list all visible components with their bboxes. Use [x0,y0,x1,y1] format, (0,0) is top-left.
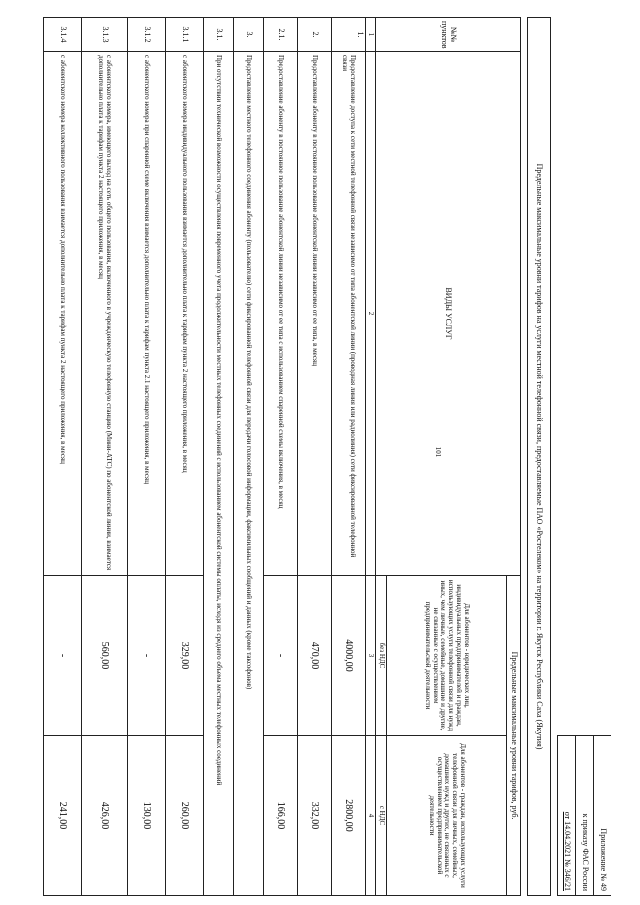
appendix-row-2 [576,18,594,896]
row-price-legal: 470,00 [298,576,332,736]
header-no-vat: без НДС [376,576,387,736]
table-row [264,18,298,896]
row-service: с абонентского номера, имеющего выход на сеть общего пользования, включенного в учрежденческую телефонную станцию (Мини-АТС) по абонентской линии, взимается дополнительно плата к тарифам пункта 2 настоящего приложения, в месяц [82,52,128,576]
row-number: 3.1.4 [44,18,82,52]
row-price-citizens: 241,00 [44,736,82,896]
table-row [128,18,166,896]
header-service: ВИДЫ УСЛУГ [376,52,521,576]
table-row [44,18,82,896]
row-number: 3.1.3 [82,18,128,52]
row-price-citizens: 166,00 [264,736,298,896]
table-row [332,18,366,896]
row-number: 3.1.2 [128,18,166,52]
header-tariff-group: Предельные максимальные уровни тарифов, руб. [507,576,521,896]
column-number: 2 [366,52,376,576]
table-row [82,18,128,896]
row-price-legal: - [44,576,82,736]
page-number: 101 [434,446,442,458]
row-service: с абонентского номера коллективного пользования взимается дополнительно плата к тарифам пункта 2 настоящего приложения, в месяц [44,52,82,576]
table-row [298,18,332,896]
row-price-legal: 560,00 [82,576,128,736]
tariff-table [43,17,611,896]
header-num: №№ пунктов [376,18,521,52]
row-number: 3. [234,18,264,52]
table-row [166,18,204,896]
appendix-row-1 [594,18,612,896]
table-section-row [204,18,234,896]
column-number-row [366,18,376,896]
table-section-row [234,18,264,896]
row-price-legal: 4000,00 [332,576,366,736]
column-number: 3 [366,576,376,736]
table-title: Предельные максимальные уровни тарифов на услуги местной телефонной связи, предоставляемые ПАО «Ростелеком» на территории г. Якутск Республики Саха (Якутия) [528,18,551,896]
header-legal-entities: Для абонентов - юридических лиц, индивидуальных предпринимателей и граждан, использующих услуги телефонной связи для нужд иных, чем личные, семейные, домашние и другие, не связанные с осуществлением предпринимательской деятельности [387,576,507,736]
row-price-legal: - [128,576,166,736]
column-number: 4 [366,736,376,896]
header-with-vat: с НДС [376,736,387,896]
row-price-legal: 329,00 [166,576,204,736]
row-number: 3.1.1 [166,18,204,52]
row-price-citizens: 332,00 [298,736,332,896]
row-price-citizens: 2800,00 [332,736,366,896]
row-price-citizens: 426,00 [82,736,128,896]
appendix-line-1: Приложение № 49 [594,736,612,896]
section-text: При отсутствии технической возможности осуществления повременного учета продолжительности местных телефонных соединений с использованием абонентской системы оплаты, исходя из среднего объема местных телефонных соединений [204,52,234,896]
row-number: 1. [332,18,366,52]
appendix-line-2: к приказу ФАС России [576,736,594,896]
row-service: с абонентского номера при спаренной схеме включения взимается дополнительно плата к тарифам пункта 2.1 настоящего приложения, в месяц [128,52,166,576]
table-title-row [528,18,551,896]
header-citizens: Для абонентов - граждан, использующих услуги телефонной связи для личных, семейных, домашних нужд и других, не связанных с осуществлением предпринимательской деятельности [387,736,507,896]
row-price-citizens: 130,00 [128,736,166,896]
row-price-legal: - [264,576,298,736]
row-service: Предоставление доступа к сети местной телефонной связи независимо от типа абонентской линии (проводная линия или радиолиния) сети фиксированной телефонной связи [332,52,366,576]
row-service: Предоставление абоненту в постоянное пользование абонентской линии независимо от ее типа с использованием спаренной схемы включения, в месяц [264,52,298,576]
row-price-citizens: 260,00 [166,736,204,896]
row-service: Предоставление абоненту в постоянное пользование абонентской линии независимо от ее типа, в месяц [298,52,332,576]
document-page [38,17,611,895]
appendix-line-3: от 14.04.2021 № 346/21 [558,736,576,896]
row-service: с абонентского номера индивидуального пользования взимается дополнительно плата к тарифам пункта 2 настоящего приложения, в месяц [166,52,204,576]
row-number: 3.1. [204,18,234,52]
row-number: 2.1. [264,18,298,52]
column-number: 1 [366,18,376,52]
appendix-row-3 [558,18,576,896]
section-text: Предоставление местного телефонного соединения абоненту (пользователю) сети фиксированной телефонной связи для передачи голосовой информации, факсимильных сообщений и данных (кроме таксофонов) [234,52,264,896]
row-number: 2. [298,18,332,52]
rotated-content [38,17,611,895]
